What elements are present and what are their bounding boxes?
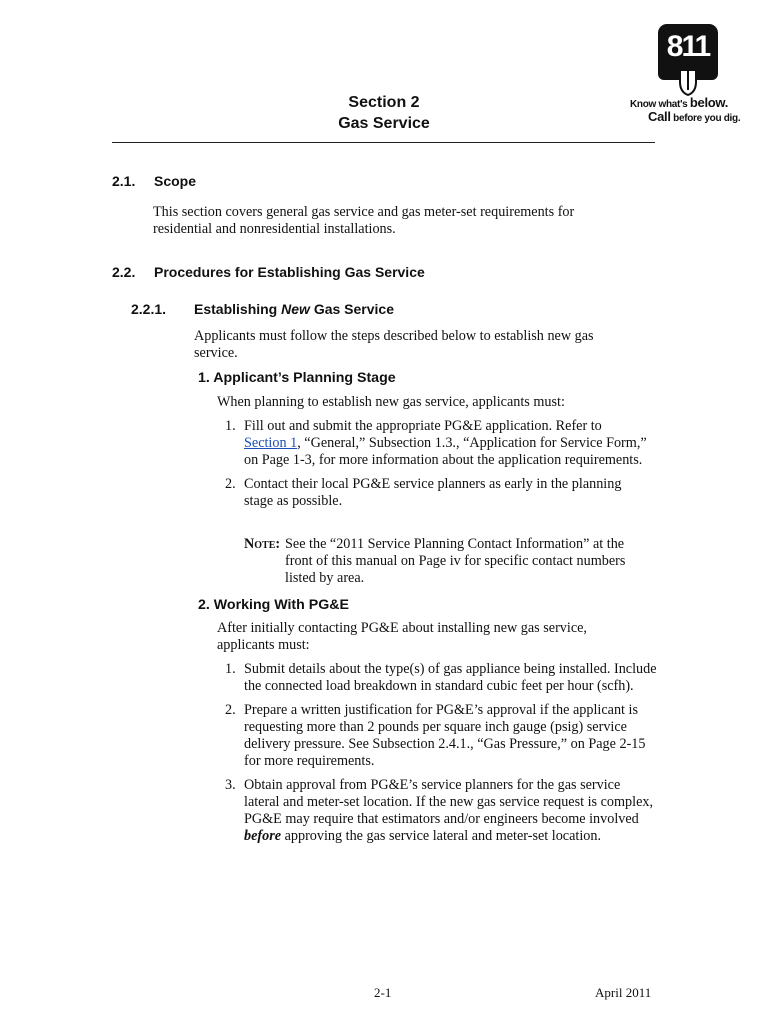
list-item: 1. Submit details about the type(s) of gas appliance being installed. Include the connected load breakdown in standard cubic feet per hour (scfh). [225,661,657,694]
stage-2-list [217,661,657,845]
section-number: Section 2 [348,94,420,111]
note-text: See the “2011 Service Planning Contact Information” at the front of this manual on Page iv for specific contact numbers listed by area. [285,536,626,586]
heading-number: 2.2.1. [131,301,167,317]
scope-paragraph: This section covers general gas service and gas meter-set requirements for residential and nonresidential installations. [153,204,575,237]
heading-text: Establishing New Gas Service [194,301,394,317]
heading-number: 2.1. [112,173,136,189]
logo-tagline-call: Call before you dig. [648,109,741,124]
note-block [244,536,654,587]
list-item: 2. Contact their local PG&E service planners as early in the planning stage as possible. [225,476,622,509]
heading-2-2-1 [131,300,651,318]
heading-number: 2.2. [112,264,136,280]
stage-2-heading: 2. Working With PG&E [198,597,349,613]
revision-date: April 2011 [595,985,652,1000]
stage-1-list [217,418,654,510]
stage-1-heading: 1. Applicant’s Planning Stage [198,370,396,386]
shovel-icon [676,68,700,96]
list-item: 1. Fill out and submit the appropriate PG&E application. Refer to Section 1, “General,” Subsection 1.3., “Application for Service Form,” on Page 1-3, for more information about the application requirements. [225,418,647,468]
heading-text: Procedures for Establishing Gas Service [154,264,425,280]
logo-tagline-know: Know what's below. [630,95,729,110]
stage-1-intro: When planning to establish new gas service, applicants must: [217,394,565,410]
logo-number: 811 [666,30,710,63]
heading-2-2 [112,263,652,281]
call-811-logo [626,24,741,124]
page-number: 2-1 [374,985,392,1000]
heading-text: Scope [154,173,197,189]
note-label: Note: [244,536,281,552]
header-divider [112,142,655,143]
stage-2-intro: After initially contacting PG&E about installing new gas service, applicants must: [217,620,587,653]
list-item: 2. Prepare a written justification for PG&E’s approval if the applicant is requesting more than 2 pounds per square inch gauge (psig) service delivery pressure. See Subsection 2.4.1., “Gas Pressure,” on Page 2-15 for more requirements. [225,702,646,769]
section-title: Gas Service [338,115,430,132]
new-service-intro: Applicants must follow the steps described below to establish new gas service. [194,328,594,361]
heading-2-1 [112,172,652,190]
list-item: 3. Obtain approval from PG&E’s service planners for the gas service lateral and meter-set location. If the new gas service request is complex, PG&E may require that estimators and/or engineers become involved before approving the gas service lateral and meter-set location. [225,777,654,844]
section-1-link[interactable]: Section 1 [244,435,298,451]
